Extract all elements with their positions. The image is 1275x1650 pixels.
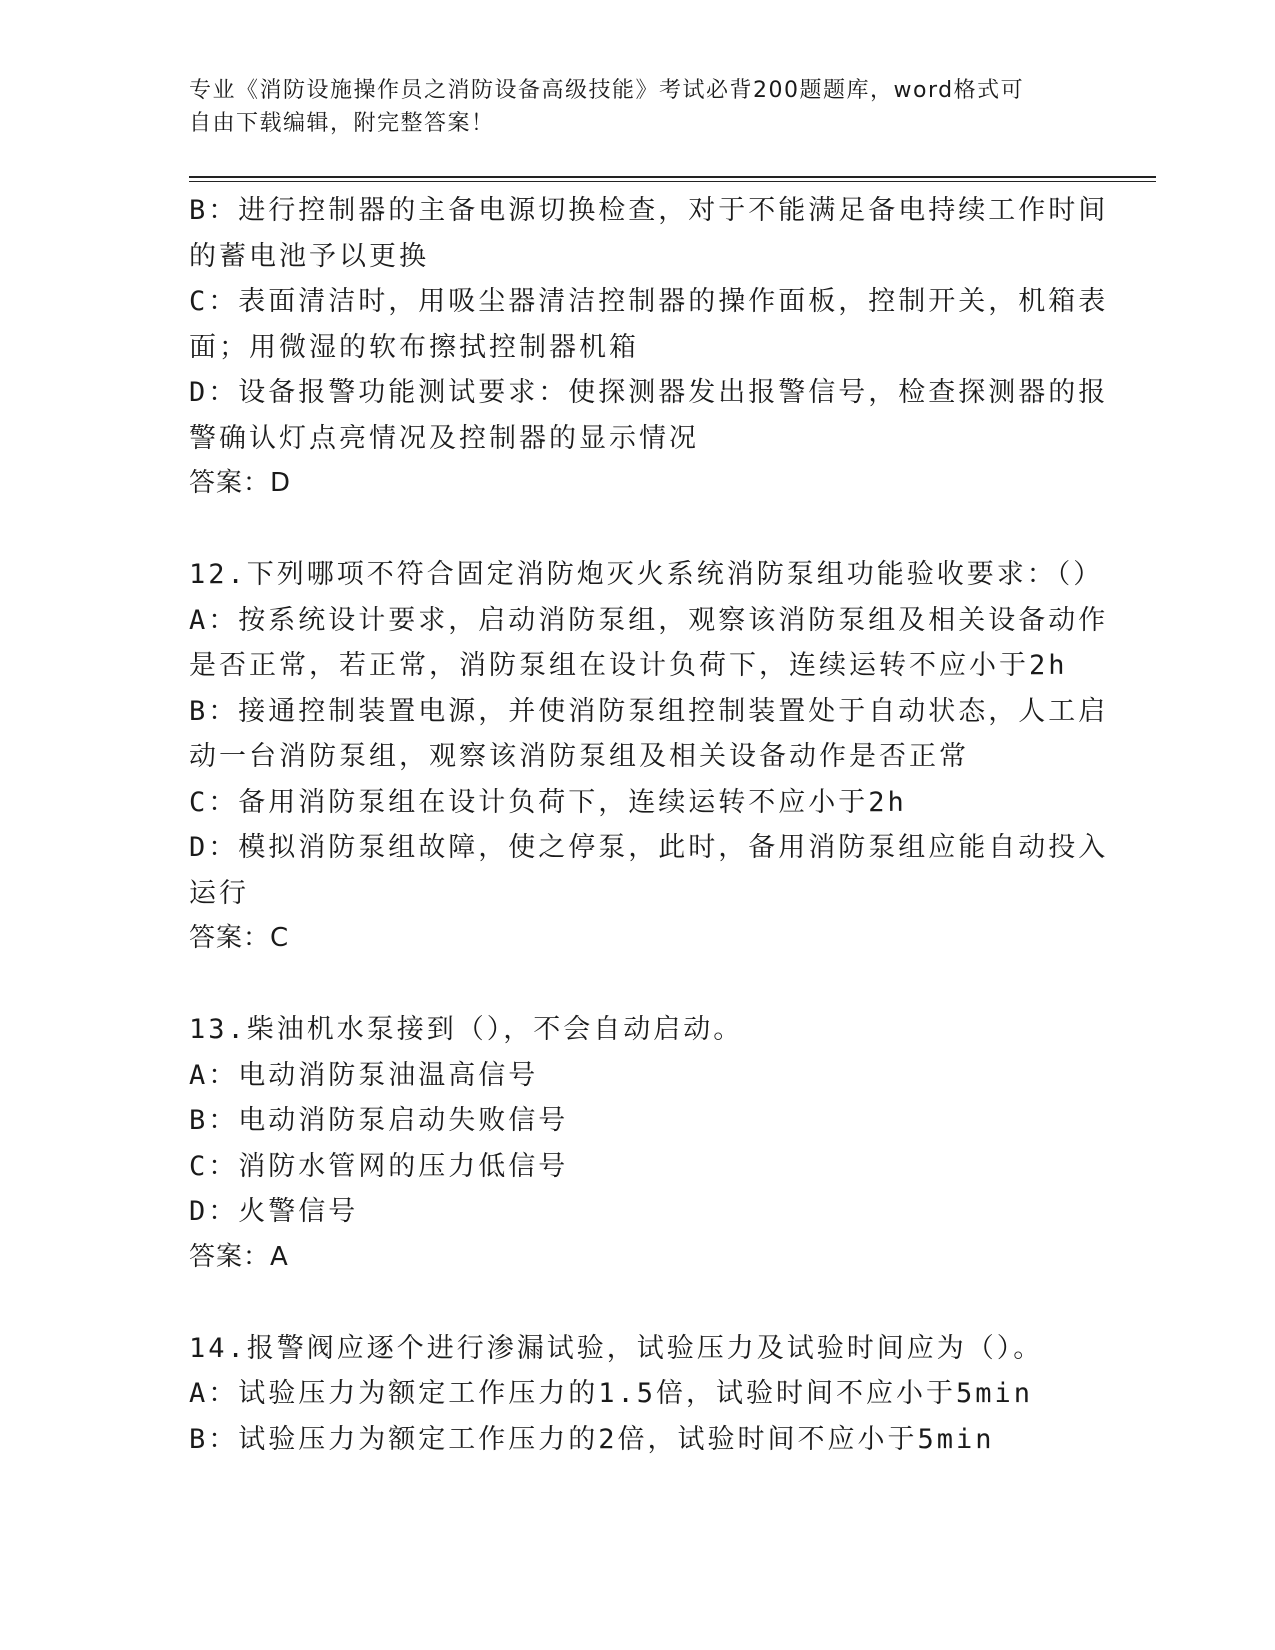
option-line: D：模拟消防泵组故障，使之停泵，此时，备用消防泵组应能自动投入 bbox=[189, 832, 1109, 863]
option-line: 是否正常，若正常，消防泵组在设计负荷下，连续运转不应小于2h bbox=[189, 650, 1068, 681]
header-line-2: 自由下载编辑，附完整答案！ bbox=[189, 111, 495, 136]
option-line: B：接通控制装置电源，并使消防泵组控制装置处于自动状态，人工启 bbox=[189, 695, 1109, 727]
option-line: B：进行控制器的主备电源切换检查，对于不能满足备电持续工作时间 bbox=[189, 195, 1109, 226]
block-spacer bbox=[189, 962, 1089, 1008]
question-block bbox=[189, 552, 1109, 962]
option-line: D：火警信号 bbox=[189, 1196, 359, 1227]
option-line: 运行 bbox=[189, 877, 249, 909]
option-line: 警确认灯点亮情况及控制器的显示情况 bbox=[189, 422, 699, 454]
block-spacer bbox=[189, 1280, 1089, 1326]
option-line: C：表面清洁时，用吸尘器清洁控制器的操作面板，控制开关，机箱表 bbox=[189, 286, 1109, 317]
option-line: B：试验压力为额定工作压力的2倍，试验时间不应小于5min bbox=[189, 1423, 995, 1455]
block-spacer bbox=[189, 507, 1089, 553]
option-line: B：电动消防泵启动失败信号 bbox=[189, 1105, 569, 1136]
question-title: 14.报警阀应逐个进行渗漏试验，试验压力及试验时间应为（）。 bbox=[189, 1332, 1044, 1364]
question-content bbox=[189, 188, 1109, 1462]
option-line: C：消防水管网的压力低信号 bbox=[189, 1150, 569, 1182]
answer-line: 答案：C bbox=[189, 923, 290, 953]
option-line: A：按系统设计要求，启动消防泵组，观察该消防泵组及相关设备动作 bbox=[189, 604, 1109, 636]
option-line: 的蓄电池予以更换 bbox=[189, 240, 429, 272]
page-header bbox=[189, 74, 1069, 140]
question-block bbox=[189, 188, 1109, 507]
option-line: 动一台消防泵组，观察该消防泵组及相关设备动作是否正常 bbox=[189, 741, 969, 772]
header-divider bbox=[189, 176, 1156, 182]
answer-line: 答案：D bbox=[189, 468, 292, 498]
option-line: 面；用微湿的软布擦拭控制器机箱 bbox=[189, 331, 639, 363]
option-line: C：备用消防泵组在设计负荷下，连续运转不应小于2h bbox=[189, 786, 907, 818]
question-block bbox=[189, 1007, 1089, 1280]
option-line: A：电动消防泵油温高信号 bbox=[189, 1059, 539, 1091]
option-line: D：设备报警功能测试要求：使探测器发出报警信号，检查探测器的报 bbox=[189, 377, 1109, 408]
option-line: A：试验压力为额定工作压力的1.5倍，试验时间不应小于5min bbox=[189, 1378, 1034, 1409]
header-line-1: 专业《消防设施操作员之消防设备高级技能》考试必背200题题库，word格式可 bbox=[189, 78, 1025, 103]
answer-line: 答案：A bbox=[189, 1241, 289, 1272]
question-title: 13.柴油机水泵接到（），不会自动启动。 bbox=[189, 1014, 744, 1045]
question-block bbox=[189, 1326, 1089, 1463]
question-title: 12.下列哪项不符合固定消防炮灭火系统消防泵组功能验收要求：（） bbox=[189, 559, 1104, 590]
